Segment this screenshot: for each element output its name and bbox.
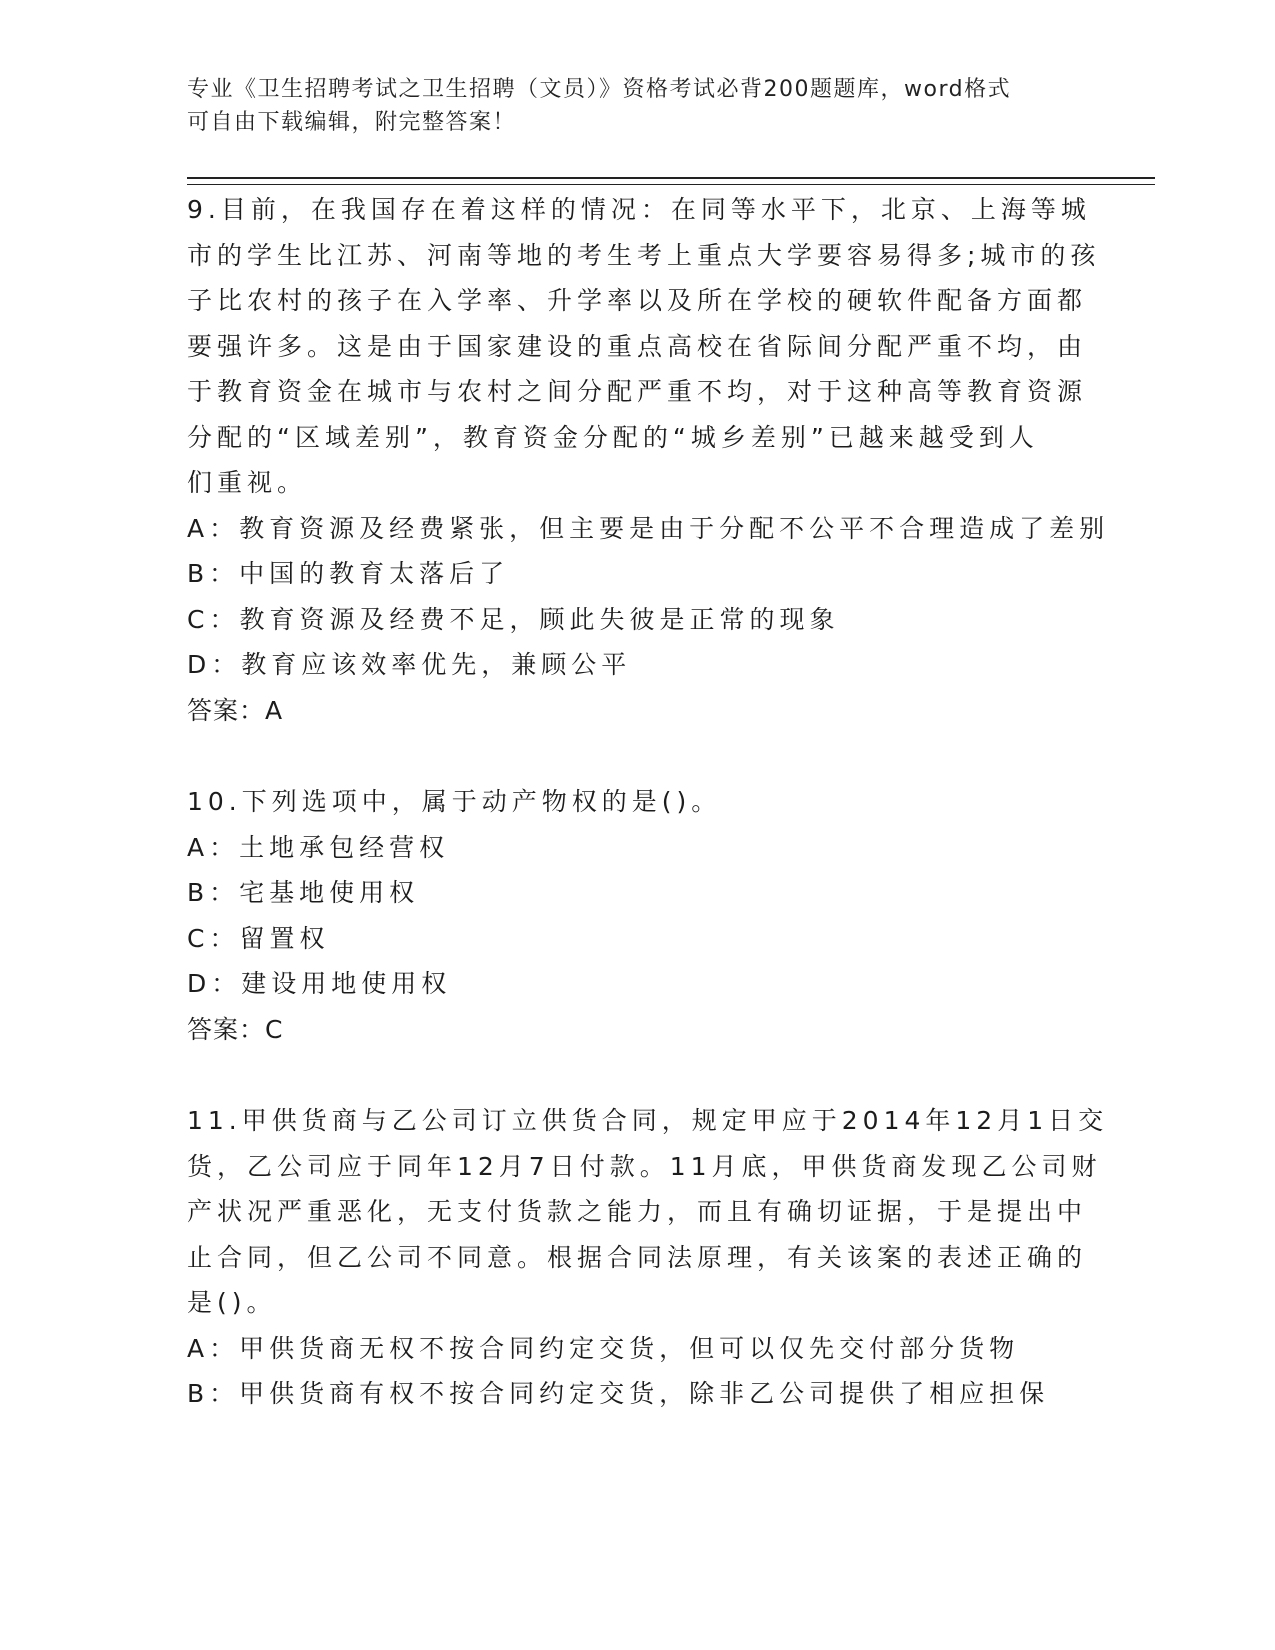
answer-label: 答案：C	[187, 1014, 284, 1044]
question-list	[187, 187, 1110, 1417]
header-divider-thick	[187, 177, 1155, 179]
question-text-line: 货，乙公司应于同年12月7日付款。11月底，甲供货商发现乙公司财	[187, 1151, 1102, 1181]
option-d: D：教育应该效率优先，兼顾公平	[187, 650, 632, 679]
question-spacer	[187, 733, 1087, 779]
question-text-line: 们重视。	[187, 468, 308, 497]
document-header	[187, 73, 1067, 139]
question-spacer	[187, 1052, 1087, 1098]
option-c: C：教育资源及经费不足，顾此失彼是正常的现象	[187, 604, 840, 634]
question-text-line: 分配的“区域差别”，教育资金分配的“城乡差别”已越来越受到人	[187, 422, 1039, 452]
question-text-line: 子比农村的孩子在入学率、升学率以及所在学校的硬软件配备方面都	[187, 286, 1088, 315]
option-b: B：甲供货商有权不按合同约定交货，除非乙公司提供了相应担保	[187, 1379, 1050, 1408]
option-a: A：教育资源及经费紧张，但主要是由于分配不公平不合理造成了差别	[187, 513, 1110, 543]
answer-label: 答案：A	[187, 695, 284, 725]
question-11	[187, 1098, 1109, 1417]
question-9	[187, 187, 1110, 733]
question-text-line: 是()。	[187, 1288, 277, 1317]
question-text-line: 11.甲供货商与乙公司订立供货合同，规定甲应于2014年12月1日交	[187, 1106, 1109, 1135]
header-title-line-1: 专业《卫生招聘考试之卫生招聘（文员）》资格考试必背200题题库，word格式	[187, 77, 1012, 102]
option-b: B：宅基地使用权	[187, 878, 420, 907]
option-a: A：土地承包经营权	[187, 832, 450, 862]
question-text-line: 9.目前，在我国存在着这样的情况：在同等水平下，北京、上海等城	[187, 195, 1091, 224]
question-text-line: 10.下列选项中，属于动产物权的是()。	[187, 787, 722, 816]
option-d: D：建设用地使用权	[187, 969, 452, 998]
question-text-line: 止合同，但乙公司不同意。根据合同法原理，有关该案的表述正确的	[187, 1242, 1088, 1272]
question-text-line: 市的学生比江苏、河南等地的考生考上重点大学要容易得多;城市的孩	[187, 240, 1101, 270]
question-10	[187, 779, 1087, 1052]
header-divider-thin	[187, 184, 1155, 185]
question-text-line: 要强许多。这是由于国家建设的重点高校在省际间分配严重不均，由	[187, 331, 1088, 361]
option-a: A：甲供货商无权不按合同约定交货，但可以仅先交付部分货物	[187, 1333, 1020, 1363]
option-b: B：中国的教育太落后了	[187, 559, 510, 588]
header-title-line-2: 可自由下载编辑，附完整答案！	[187, 110, 517, 135]
question-text-line: 产状况严重恶化，无支付货款之能力，而且有确切证据，于是提出中	[187, 1197, 1088, 1226]
option-c: C：留置权	[187, 923, 330, 953]
question-text-line: 于教育资金在城市与农村之间分配严重不均，对于这种高等教育资源	[187, 377, 1088, 406]
